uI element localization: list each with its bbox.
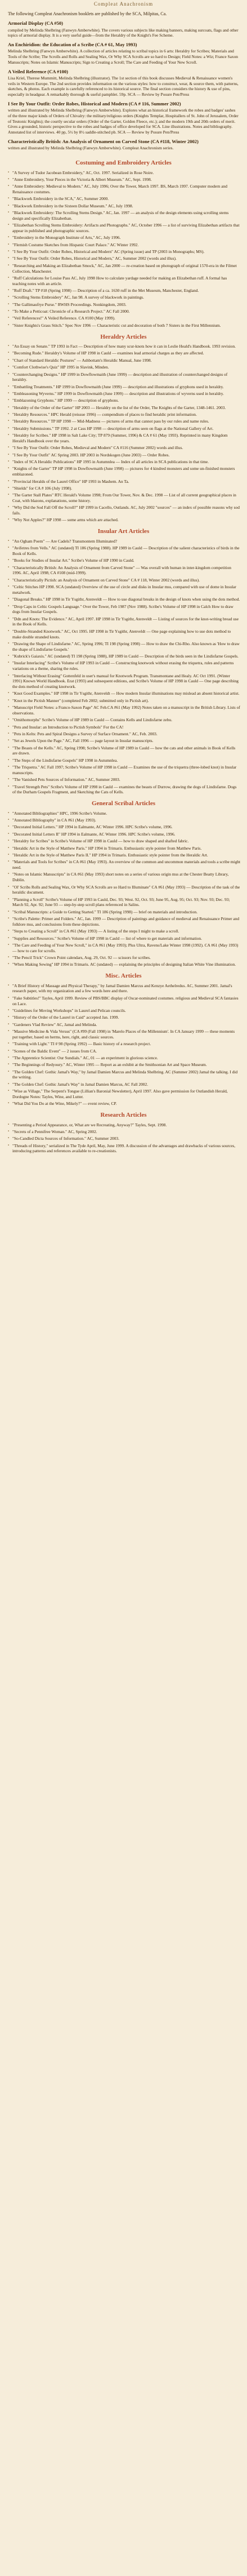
article-item: ▪ "Elizabethan Scrolling Stems Embroidery: Artifacts and Photographs." AC, October 1996 — a list of surviving Elizabethan artifacts that appear in published and photographic sources. <box>12 223 240 234</box>
article-item: ▪ "Blackwork Embroidery: The Scrolling Stems Design." AC, Jan. 1997 — an analysis of the design elements using scrolling stems design and specifically Elizabethan. <box>12 210 240 221</box>
booklet-title[interactable]: Armorial Display (CA #50) <box>8 20 63 26</box>
article-item: ▪ "Heraldry for Scribes." HP 1998 in Salt Lake City; TP 879 (Summer, 1996) & CA # 61 (May 1993). Reprinted in many Kingdom Herald's Handbook over the years. <box>12 433 240 444</box>
article-item: ▪ "Pets in Kelts: Pets and Spiral Designs a Survey of Surface Ornament." AC, Feb. 2003. <box>12 731 240 737</box>
article-item: ▪ "Heraldry of the Order of the Garter" HP 2003 — Heraldry on the list of the Order, The Knights of the Garter, 1348-1461. 2003. <box>12 405 240 411</box>
article-item: ▪ "The Apprentice Scientist: Our Sundials." AC, 01 — an experiment in glorious science. <box>12 1055 240 1061</box>
booklet-description: written and illustrated by Melinda Shelbring (Fanwyn Amberwhite). Compleat Anachronism series. <box>8 145 174 151</box>
article-item: ▪ "The Pencil Trick" Crown Point calendars, Aug. 29, Oct. 92 — scissors for scribes. <box>12 955 240 961</box>
article-item: ▪ "Knot Good Examples." HP 1998 in Tir Ysgithr, Atenveldt — How modern Insular illuminations may mislead an absent historical artist. <box>12 691 240 696</box>
booklet-description: compiled by Melinda Shelbring (Fanwyn Amberwhite). The covers various subjects like making banners, making surcoats, flags and other topics of armorial display. It is a very useful guide—from the Heraldry of the Knight's Fee Scheme. <box>8 27 239 38</box>
article-item: ▪ "Anne Embroidery: Medieval to Modern." AC, July 1996; Over the Tower, March 1997. BS, March 1997. Computer modern and Renaissance costumes. <box>12 184 240 195</box>
article-item: ▪ "Scenes of the Baldic Event" — 2 issues from CA. <box>12 1049 240 1054</box>
article-item: ▪ "Secrets of a Pennifree Woman." AC, Spring 2002. <box>12 1129 240 1135</box>
article-item: ▪ "Becoming Rude." Heraldry's Volume of HP 1998 in Cauld — examines lead armorial charges as they are affected. <box>12 350 240 356</box>
article-item: ▪ "An Ogham Poem" — Are Cadels? Transmontem Illuminated? <box>12 539 240 544</box>
article-item: ▪ "Gardeners Vlad Review" AC, Jamal and Melinda. <box>12 1022 240 1028</box>
article-item: ▪ "Characteristically British: An Analysis of Ornament from Carved Stone" — Was overall with human in inter-kingdom competition 1996. AC, April 1998; CA #108 (mid-1999). <box>12 565 240 576</box>
article-item: ▪ "Why Not Apples?" HP 1998 — some arms which are attached. <box>12 517 240 523</box>
article-item: ▪ "Blackwork Embroidery in the Sixteen Dollar Museum." AC, July 1998. <box>12 203 240 209</box>
article-sections <box>0 159 247 1154</box>
section-heading: Research Articles <box>100 1111 147 1118</box>
article-item: ▪ "The Garter Stall Plates" RTC Herald's Volume 1998; From Our Tower, Nov. & Dec. 1998 — List of all current geographical places in Coat, with blazons, explanations, some history. <box>12 492 240 504</box>
article-item: ▪ "Celtic Stitches HP 1998. SCA (undated) Overview of the use of circle and disks in Insular mss, compared with use of dome in Insular metalwork. <box>12 584 240 596</box>
article-item: ▪ "Steps to Creating a Scroll" in CA #61 (May 1993) — A listing of the steps I might to make a scroll. <box>12 929 240 934</box>
article-item: ▪ "Knot in the Pictish Manner" (completed Feb 2002; submitted only in Pictish art). <box>12 698 240 704</box>
article-item: ▪ "Provincial Heralds of the Laurel Office" HP 1993 in Mashem. An Ta. <box>12 479 240 485</box>
article-item: ▪ "Guidelines for Moving Workshops" in Laurel and Pelican councils. <box>12 1008 240 1014</box>
article-item: ▪ "Threads of History," serialized in The Tyde April, May, June 1999. A discussion of the advantages and drawbacks of various sources, introducing patterns and references available to re-creationists. <box>12 1143 240 1154</box>
article-item: ▪ "Heraldic Art in the Style of Matthew Paris." HP 1994 in Trimaris. Enthusiastic style pointer from Matthew Paris. <box>12 846 240 851</box>
article-item: ▪ "Planning a Scroll" Scribe's Volume of HP 1993 in Cauld, Dec. 93; West. 92, Oct. 93; June 95, Aug. 95; Oct. 93; Nov. 93; Dec. 93; March 92, Apr. 92; June 93 — step-by-step scroll plans referenced in Salins. <box>12 897 240 908</box>
article-item: ▪ "Double-Stranded Knotwork." AC, Oct 1995. HP 1998 in Tir Ysgithr, Atenveldt — One page explaining how to use dots method to make double stranded knots. <box>12 629 240 640</box>
article-item: ▪ "Why Did the Sod Fall Off the Scroll?" HP 1999 in Cacello, Outlands. AC, July 2002 "sources" — an index of possible reasons why sod fails. <box>12 505 240 516</box>
article-item: ▪ "The Steps of the Lindisfarne Gospels" HP 1998 in Autumnlea. <box>12 758 240 763</box>
article-item: ▪ "The Gallimaufrye Purse." RWHS Proceedings. Nonkingdom, 2003. <box>12 302 240 308</box>
booklet-title[interactable]: An Enchiridion: the Education of a Scribe (CA # 61, May 1993) <box>8 42 137 48</box>
article-item: ▪ "I See By Your Outfit" AC Spring 2003. HP 2003 in Nordskogen (June 2003) — Order Robes. <box>12 452 240 458</box>
article-item: ▪ "Omithomorphs" Scribe's Volume of HP 1989 in Cauld — Contains Kells and Lindisfarne zebu. <box>12 717 240 723</box>
article-item: ▪ "Notes on Islamic Manuscripts" in CA #61 (May 1993) short notes on a series of various origin mss at the Chester Beatty Library, Dublin. <box>12 872 240 883</box>
article-item: ▪ "Kubrick's Gaiaxis." AC (undated) TI 198 (Spring 1988), HP 1989 in Cauld — Description of the birds seen in the Lindisfarne Gospels. <box>12 654 240 659</box>
section-heading: Insular Art Articles <box>97 528 150 535</box>
article-item: ▪ "Embroidery in the Monograph Institute of Arts," AC, July 1996. <box>12 235 240 241</box>
article-item: ▪ "A Survey of Tudor Jacobean Embroidery," AC, Oct. 1997. Serialized in Rose Noire. <box>12 170 240 176</box>
article-item: ▪ "Annotated Bibliography" in CA #61 (May 1993). <box>12 818 240 823</box>
article-item: ▪ "Avifetres from Vells." AC (undated) TI 186 (Spring 1988). HP 1989 in Cauld — Description of the salient characteristics of birds in the Book of Kells. <box>12 545 240 557</box>
article-item: ▪ "Decorated Initial Letters II" HP 1994 in Ealmante, AC Winter 1996. HPC Scribe's volume, 1996. <box>12 832 240 837</box>
booklet-entry <box>0 101 247 139</box>
article-item: ▪ "Embleasoning Wyverns." HP 1999 in Dowflowmaith (June 1999) — description and illustrations of wyverns used in heraldry. <box>12 391 240 397</box>
article-item: ▪ "An Essay on Senate." TP 1993 in Fact — Description of how many scur-knots how it can in Leslie Heald's Handbook. 1993 revision. <box>12 344 240 349</box>
article-list <box>0 539 247 795</box>
article-list <box>0 344 247 523</box>
article-item: ▪ "Massive Medicine & Vida Versus" (CA #99 (Fall 1998) in 'Marelo Places of the Millennium'. In CA January 1999 — these moments put together, based on herms, here, right, and classic sources. <box>12 1029 240 1040</box>
article-item: ▪ "Embattling Treatments." HP 1999 in Dowflowmaith (June 1999) — description and illustrations of gryphons used in heraldry. <box>12 384 240 390</box>
featured-booklets <box>0 20 247 154</box>
booklet-title[interactable]: I See By Your Outfit: Order Robes, Historical and Modern (CA # 116, Summer 2002) <box>8 100 181 106</box>
article-item: ▪ "Heraldry Resources." TP HP 1998 — Mid-Madness — pictures of arms that cannot pass by our rules and name rules. <box>12 419 240 424</box>
article-item: ▪ "The Beginnings of Redyoury." AC, Winter 1995 — Report as an exhibit at the Smithsonian Art and Space Museum. <box>12 1062 240 1068</box>
article-list <box>0 983 247 1107</box>
article-item: ▪ "Ddn and Knots: The Evidence." AC, April 1997. HP 1998 in Tir Ysgithr, Atenveldt — Listing of sources for the knot-writing bread use in the Book of Kells. <box>12 616 240 628</box>
article-list <box>0 811 247 967</box>
article-item: ▪ "The Vanished Pets Sources of Information." AC, Summer 2003. <box>12 777 240 783</box>
article-item: ▪ "Drop Caps in Celtic Gospels Language." Over the Tower, Feb 1987 (Nov 1988). Scribe's Volume of HP 1998 in Calch How to draw dogs from Insular Gospels. <box>12 604 240 615</box>
article-item: ▪ "Scribe's Palette: Primer and Folders." AC, Jan. 1999 — Description of paintings and guidance of medieval and Renaissance Primer and folklore mss, and conclusions from these depictions. <box>12 916 240 927</box>
section-heading: Misc. Articles <box>105 972 142 980</box>
article-item: ▪ "Knights of the Garter" TP HP 1998 in Dowflowmaith (June 1998) — pictures for 4 kindred monsters and some un-finished monsters emblazoned. <box>12 466 240 477</box>
article-item: ▪ "Chart of Standard Heraldic Postures" — Ashbottam's Heraldic Manual, June 1998. <box>12 358 240 363</box>
article-item: ▪ "So-Candled Dicta Sources of Information." AC, Summer 2003. <box>12 1136 240 1142</box>
article-item: ▪ "Anne Embroidery, Your Pieces in the Victoria & Albert Museum." AC, Sept. 1998. <box>12 177 240 183</box>
intro-text: The following Compleat Anachronism booklets are published by the SCA, Milpitas, Ca. <box>8 11 167 16</box>
booklet-entry <box>0 20 247 42</box>
article-item: ▪ "Ruff Draft." TP #18 (Spring 1998) — Description of a ca. 1630 ruff in the Met Museum, Manchester, England. <box>12 288 240 294</box>
article-item: ▪ "Supplies and Resources." Scribe's Volume of HP 1998 in Cauld — list of where to get materials and information. <box>12 936 240 941</box>
article-item: ▪ "To Make a Petticoat: Chronicle of a Research Project." AC Fall 2000. <box>12 309 240 314</box>
article-item: ▪ "Heraldry Resources." HPC Herald (reissue 1996) — compendium of places to find heraldic print information. <box>12 412 240 418</box>
article-list <box>0 1122 247 1154</box>
article-item: ▪ "Shields" for CA # 106 (July 1998). <box>12 486 240 491</box>
article-item: ▪ "Pets and Insular: an Introduction to Pictish Symbols" For the CA! <box>12 725 240 730</box>
article-item: ▪ "Diagonal Breaks." HP 1998 in Tir Ysgithr, Atenveldt — How to use diagonal breaks in the design of knots when using the dots method. <box>12 597 240 602</box>
article-item: ▪ "Materials and Tools for Scribes" in CA #61 (May 1993). An overview of the common and uncommon materials and tools a scribe might need. <box>12 859 240 870</box>
article-item: ▪ "Heraldic Art in the Style of Matthew Paris II." HP 1994 in Trimaris. Enthusiastic style pointer from the Heraldic Art. <box>12 852 240 858</box>
article-item: ▪ "History of the Order of the Laurel in Caid" accepted Jan. 1999. <box>12 1015 240 1020</box>
article-item: ▪ "Ol' Scribs Rolls and Sealing Wax, Or Why SCA Scrolls are so Hard to Illuminate" CA #61 (May 1993) — Description of the task of the heraldic document. <box>12 885 240 896</box>
article-item: ▪ "Books for Studies of Insular Art." Scribe's Volume of HP 1990 in Cauld. <box>12 558 240 563</box>
article-item: ▪ "Veil References!" A Veiled Reference. CA #100 (May 1999). <box>12 316 240 321</box>
article-item: ▪ "Manuscript Field Notes: a Franco-Saxon Page" AC Feb.CA #61 (May 1992) Notes taken on a manuscript in the British Library. Lists of observations. <box>12 705 240 716</box>
article-item: ▪ "Scrolling Stems Embroidery" AC, Jan 98. A survey of blackwork in paintings. <box>12 295 240 300</box>
site-title: Compleat Anachronism <box>93 1 154 7</box>
article-item: ▪ "The Golden Chef: Gothic Jamal's Way" in Jamal Damien Marcus, AC Fall 2002. <box>12 1082 240 1087</box>
article-item: ▪ "Training with Light." TI # 98 (Spring 1992) — Basic history of a research project. <box>12 1041 240 1047</box>
article-item: ▪ "The Beasts of the Kells." AC, Spring 1998; Scribe's Volume of HP 1989 in Cauld — how the cats and other animals in Book of Kells are drawn. <box>12 745 240 757</box>
article-item: ▪ "Emblazoning Gryphons." HP 1999 — description of gryphons. <box>12 398 240 403</box>
article-item: ▪ "I See By Your Outfit: Order Robes, Historical and Modern," AC, Summer 2002 (words and illus). <box>12 256 240 261</box>
article-item: ▪ "Travel Strength Pets" Scribe's Volume of HP 1998 in Cauld — examines the beasts of Durrow, drawing the dogs of Lindisfarne. Dogs of the Durham Gospels Fragment, and Sketching the Cats of Kells. <box>12 784 240 796</box>
booklet-entry <box>0 69 247 101</box>
article-item: ▪ "Sister Knights's Grass Stitch." Spec Nov 1996 — Characteristic cut and decoration of both 7 Sisters in the First Millennium. <box>12 323 240 328</box>
article-item: ▪ "I See By Your Outfit: Order Robes, Medieval and Modern" CA #116 (Summer 2002) words and illus. <box>12 445 240 451</box>
article-item: ▪ "Heraldry Submissions." TP 1992. 2 at Cass HP 1998 — description of arms seen on flags at the National Gallery of Art. <box>12 426 240 432</box>
article-list <box>0 170 247 328</box>
booklet-description: written and illustrated by Melinda Shelbring (Fanwyn Amberwhite). Explores what an historical framework the robes and badges' sashes of the three major kinds of Orders of Chivalry: the military/religious orders (Knights Templar, Hospitallers of St. John of Jerusalem, Order of Teutonic Knights); the courtly secular orders (Order of the Garter, Golden Fleece, etc.); and the modern 19th and 20th orders of merit. Gives a grounded, historic perspective to the robes and badges of office developed for SCA. Line illustrations. Notes and bibliography. Annotated list of interviews. 40 pp, 5½ by 8½ saddle-stitched pb. SCA — Review by Posure Pen/Press <box>8 108 239 135</box>
booklet-entry <box>0 42 247 69</box>
article-item: ▪ "Drawing the Shape of Lindisfarne." AC, Spring 1996; TI 198 (Spring 1998) — How to draw the Chi-Rho. Also known as 'How to draw the shape of Lindisfarne Gospels.' <box>12 641 240 652</box>
article-item: ▪ "Researching and Making an Elizabethan Smock," AC, Jan 2000 — re-creation based on photograph of original 1570-era in the Filmet Collection, Manchester. <box>12 263 240 274</box>
section-heading: Costuming and Embroidery Articles <box>75 159 172 166</box>
section-heading: Heraldry Articles <box>100 333 147 340</box>
booklet-entry <box>0 139 247 154</box>
article-item: ▪ "When Making Sewing" HP 1994 in Trimaris. AC (undated) — explaining the principles of designing Italian White Vine illumination. <box>12 962 240 967</box>
article-item: ▪ "The Golden Chef: Gothic Jamal's Way," by Jamal Damien Marcus and Melinda Shelbring. AC (Summer 2002) Jamal the talking. I did the writing. <box>12 1069 240 1081</box>
article-item: ▪ "Annotated Bibliographies" HPC, 1996 Scribe's Volume. <box>12 811 240 816</box>
article-item: ▪ "Wise as Village," The Serpent's Tongue (Lillian's Baronial Newsletter), April 1997. Also gave permission for Outlandish Herald, Dordogne Notes: Tayles, Wine, and Lutter. <box>12 1089 240 1100</box>
booklet-description: Lisa Kriel, Therese Mummitt, Melinda Shelbring (illustrator). The 1st section of this book discusses Medieval & Renaissance women's veils in Western Europe. The 2nd section provides information on the various styles: how to construct, wear, & source them, with patterns, sketches, & photos. Each example is carefully referenced to its historical source. The final section considers the history & use of pins, especially in headgear. A remarkably thorough & useful pamphlet. 59p. SCA — Review by Posure Pen/Press <box>8 75 239 97</box>
article-item: ▪ "Decorated Initial Letters." HP 1994 in Ealmante, AC Winter 1996. HPC Scribe's volume, 1996. <box>12 824 240 830</box>
article-item: ▪ "A Brief History of Massage and Physical Therapy," by Jamal Damien Marcus and Kenzye Aethelredus. AC, Summer 2001. Jamal's research paper, with my organization and a few words here and there. <box>12 983 240 994</box>
booklet-title[interactable]: A Veiled Reference (CA #100) <box>8 68 69 74</box>
article-item: ▪ "Index of SCA Heraldic Publications" HP 1995 in Autumnlea — Index of all articles in SCA publications in that time. <box>12 459 240 465</box>
article-item: ▪ "The Care and Feeding of Your New Scroll," in CA #61 (May 1993); Plus Ultra, Ravens/Lake Winter 1998 (1992). CA #61 (May 1993) — how to care for scrolls. <box>12 943 240 954</box>
booklet-title[interactable]: Characteristically British: An Analysis of Ornament on Carved Stone (CA #118, Winter 2002) <box>8 139 199 145</box>
booklet-description: Melinda Shelbring (Fanwyn Amberwhite). A collection of articles relating to scribal topics in 6 arts: Heraldry for Scribes; Materials and Tools of the Scribe; The Scrolls and Rolls and Sealing Wax, Or Why SCA Scrolls are so hard to Design; Field Notes: a Wiz; France Saxon Manuscripts; Notes on Islamic Manuscripts; Sign to Creating a Scroll; The Care and Feeding of Your New Scroll. <box>8 48 238 65</box>
section-heading: General Scribal Articles <box>91 800 156 807</box>
article-item: ▪ "Characteristically Pictish: an Analysis of Ornament on Carved Stone" CA # 118, Winter 2002 (words and illus). <box>12 578 240 583</box>
article-item: ▪ "Ruff Calculations for Louise Pass AC, July 1998 How to calculate yardage needed for making an Elizabethan ruff. A formal has teaching notes with an article. <box>12 276 240 287</box>
article-item: ▪ "Counterchanging Designs." HP 1999 in Dowflowmaith (June 1999) — description and illustration of counterchanged designs of heraldry. <box>12 372 240 383</box>
article-item: ▪ "Flemish Costume Sketches from Hispanic Court Palace." AC Winter 1992. <box>12 242 240 248</box>
article-item: ▪ "Blackwork Embroidery in the SCA," AC, Summer 2000. <box>12 196 240 202</box>
article-item: ▪ "What Did You Do at the Wine, Mikely?" — event review, CP. <box>12 1101 240 1107</box>
article-item: ▪ "I See By Your Outfit: Order Robes, Historical and Modern" AC (Spring issue) and TP (2003 in Monographs; MS). <box>12 249 240 255</box>
article-item: ▪ "Set as Jewels Upon the Page." AC, Fall 1996 — page layout in Insular manuscripts. <box>12 738 240 744</box>
article-item: ▪ "Comfort Clothwise's Quiz" HP 1995 in Slavink, Minden. <box>12 365 240 370</box>
article-item: ▪ "Fake Subtitles!" Tayles, April 1999. Review of PBS/BBC display of Oscar-nominated costumes. religious and Medieval SCA fantasies on Lace. <box>12 996 240 1007</box>
article-item: ▪ "The Triquetra." AC Fall 1997; Scribe's Volume of HP 1998 in Cauld — Examines the use of the triquetra (three-lobed knot) in Insular manuscripts. <box>12 765 240 776</box>
article-item: ▪ "Presenting a Period Appearance, or, What are we Recreating, Anyway?" Tayles, Sept. 1998. <box>12 1122 240 1128</box>
article-item: ▪ "Scribal Manuscripts: a Guide to Getting Started." TI 186 (Spring 1998) — brief on materials and introduction. <box>12 909 240 915</box>
article-item: ▪ "Heraldry for Scribes" in Scribe's Volume of HP 1998 in Cauld — how to draw shaped and shafted fabric. <box>12 838 240 844</box>
article-item: ▪ "Insular Interlacing" Scribe's Volume of HP 1993 in Cauld — Constructing knotwork without erasing the triquetra, rules and patterns variations on a theme, sharing the rules. <box>12 660 240 672</box>
article-item: ▪ "Interlacing Without Erasing" Gottenfeld in user's manual for Knotwork Program. Transmontane and Healy. AC Oct 1991. (Winter 1991) Known World Handbook. Erat (1993) and subsequent editions, and Scribe's Volume of HP 1998 in Cauld — One page describing the dots method of creating knotwork. <box>12 673 240 690</box>
